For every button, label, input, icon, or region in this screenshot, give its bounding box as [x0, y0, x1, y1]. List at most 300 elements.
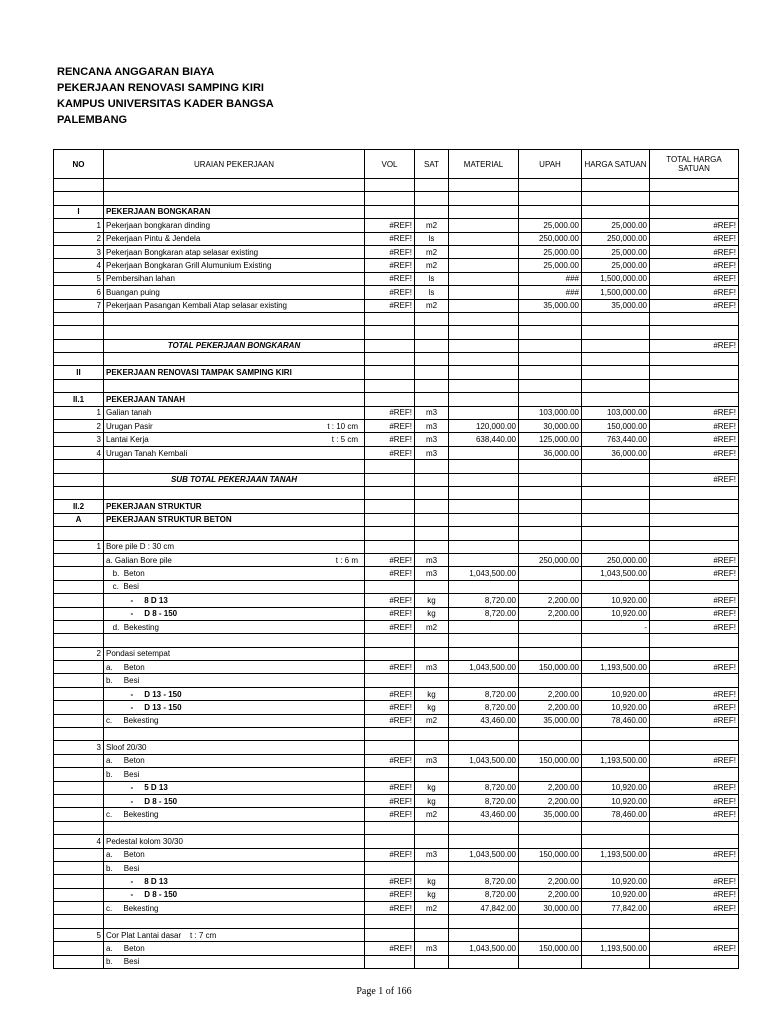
table-cell	[650, 580, 739, 593]
table-cell	[449, 232, 519, 245]
table-cell	[54, 527, 104, 540]
table-cell: 4	[54, 259, 104, 272]
table-cell: m2	[415, 299, 449, 312]
table-cell: kg	[415, 607, 449, 620]
table-header-row	[54, 150, 739, 179]
col-header-upah: UPAH	[519, 150, 582, 179]
table-cell: 8,720.00	[449, 687, 519, 700]
table-cell	[54, 580, 104, 593]
table-cell	[449, 379, 519, 392]
table-cell: 2	[54, 232, 104, 245]
table-cell: kg	[415, 794, 449, 807]
table-cell	[650, 205, 739, 218]
table-cell	[449, 647, 519, 660]
table-row	[54, 299, 739, 312]
table-cell	[365, 647, 415, 660]
table-cell	[449, 339, 519, 352]
table-cell: m3	[415, 754, 449, 767]
table-cell: #REF!	[365, 567, 415, 580]
table-cell: #REF!	[650, 594, 739, 607]
table-cell	[519, 955, 582, 968]
table-cell: II.2	[54, 500, 104, 513]
table-cell	[54, 460, 104, 473]
table-cell	[54, 848, 104, 861]
table-cell	[104, 527, 365, 540]
table-cell	[449, 272, 519, 285]
table-cell: #REF!	[650, 942, 739, 955]
table-cell: 47,842.00	[449, 902, 519, 915]
table-cell	[519, 634, 582, 647]
table-cell: m3	[415, 420, 449, 433]
table-cell	[365, 928, 415, 941]
table-cell	[449, 286, 519, 299]
table-cell	[519, 915, 582, 928]
table-cell	[650, 741, 739, 754]
table-cell	[650, 460, 739, 473]
table-row	[54, 741, 739, 754]
table-cell: #REF!	[365, 406, 415, 419]
table-cell: 25,000.00	[519, 219, 582, 232]
table-cell: #REF!	[365, 875, 415, 888]
table-cell	[582, 339, 650, 352]
table-cell: 10,920.00	[582, 594, 650, 607]
table-cell: #REF!	[650, 420, 739, 433]
table-row	[54, 687, 739, 700]
table-cell: #REF!	[650, 714, 739, 727]
table-cell: 103,000.00	[519, 406, 582, 419]
table-cell: 2	[54, 420, 104, 433]
table-cell: #REF!	[365, 701, 415, 714]
table-cell	[365, 339, 415, 352]
table-cell	[449, 861, 519, 874]
table-cell: m3	[415, 661, 449, 674]
table-row	[54, 473, 739, 486]
table-cell: #REF!	[650, 286, 739, 299]
table-cell: #REF!	[365, 219, 415, 232]
table-cell: ls	[415, 286, 449, 299]
table-cell	[365, 580, 415, 593]
table-cell: 1,043,500.00	[449, 942, 519, 955]
table-cell	[582, 768, 650, 781]
table-cell: Cor Plat Lantai dasar t : 7 cm	[104, 928, 365, 941]
table-cell: #REF!	[650, 754, 739, 767]
table-row	[54, 701, 739, 714]
table-cell	[54, 312, 104, 325]
table-cell	[582, 915, 650, 928]
table-cell: #REF!	[650, 808, 739, 821]
table-cell: #REF!	[365, 808, 415, 821]
table-cell	[650, 379, 739, 392]
table-cell: 2,200.00	[519, 687, 582, 700]
table-cell: 120,000.00	[449, 420, 519, 433]
table-cell: 30,000.00	[519, 902, 582, 915]
table-cell: a. Beton	[104, 848, 365, 861]
table-cell	[104, 553, 365, 566]
table-cell	[650, 955, 739, 968]
table-cell: b. Besi	[104, 674, 365, 687]
table-cell	[519, 768, 582, 781]
table-cell	[449, 259, 519, 272]
page-number: Page 1 of 166	[356, 986, 412, 997]
table-row	[54, 781, 739, 794]
table-cell	[54, 875, 104, 888]
table-cell: #REF!	[650, 406, 739, 419]
table-cell: 2,200.00	[519, 794, 582, 807]
table-cell: #REF!	[365, 754, 415, 767]
table-cell	[54, 888, 104, 901]
table-cell	[415, 540, 449, 553]
table-row	[54, 607, 739, 620]
table-cell	[519, 353, 582, 366]
table-cell	[365, 179, 415, 192]
table-row	[54, 219, 739, 232]
table-row	[54, 821, 739, 834]
table-cell	[650, 192, 739, 205]
table-cell	[365, 312, 415, 325]
table-cell	[365, 634, 415, 647]
table-row	[54, 353, 739, 366]
table-cell: 8,720.00	[449, 875, 519, 888]
table-cell	[519, 527, 582, 540]
table-cell: #REF!	[365, 661, 415, 674]
table-cell	[415, 500, 449, 513]
table-cell: I	[54, 205, 104, 218]
table-cell: #REF!	[650, 781, 739, 794]
table-cell	[650, 728, 739, 741]
table-row	[54, 500, 739, 513]
table-cell	[415, 955, 449, 968]
table-cell	[54, 768, 104, 781]
table-row	[54, 339, 739, 352]
table-cell	[519, 473, 582, 486]
table-cell	[519, 205, 582, 218]
table-cell: - 5 D 13	[104, 781, 365, 794]
table-cell	[449, 674, 519, 687]
table-cell: 3	[54, 245, 104, 258]
table-cell: m3	[415, 433, 449, 446]
table-cell	[365, 486, 415, 499]
table-cell	[449, 446, 519, 459]
table-cell: PEKERJAAN RENOVASI TAMPAK SAMPING KIRI	[104, 366, 365, 379]
table-cell	[582, 473, 650, 486]
table-cell	[54, 620, 104, 633]
table-cell: #REF!	[650, 902, 739, 915]
table-cell	[650, 312, 739, 325]
document-header	[57, 64, 274, 128]
table-cell: 8,720.00	[449, 888, 519, 901]
table-cell	[582, 393, 650, 406]
table-cell: a. Beton	[104, 754, 365, 767]
table-cell	[519, 339, 582, 352]
table-cell	[104, 821, 365, 834]
table-cell: 25,000.00	[582, 219, 650, 232]
table-cell: 10,920.00	[582, 607, 650, 620]
header-line-2: PEKERJAAN RENOVASI SAMPING KIRI	[57, 82, 264, 94]
table-cell	[415, 527, 449, 540]
table-cell: m2	[415, 245, 449, 258]
table-cell	[582, 861, 650, 874]
col-header-sat: SAT	[415, 150, 449, 179]
header-line-1: RENCANA ANGGARAN BIAYA	[57, 66, 215, 78]
table-cell: #REF!	[365, 259, 415, 272]
table-cell	[54, 567, 104, 580]
table-cell	[365, 379, 415, 392]
table-cell	[54, 915, 104, 928]
table-row	[54, 875, 739, 888]
table-cell: #REF!	[650, 219, 739, 232]
table-row	[54, 888, 739, 901]
table-cell: 35,000.00	[519, 808, 582, 821]
table-cell	[449, 915, 519, 928]
table-cell	[449, 580, 519, 593]
table-cell: Bore pile D : 30 cm	[104, 540, 365, 553]
table-cell	[650, 835, 739, 848]
table-cell	[104, 486, 365, 499]
table-cell: 250,000.00	[519, 553, 582, 566]
table-cell: #REF!	[365, 232, 415, 245]
table-cell: 1	[54, 540, 104, 553]
table-cell: 1,043,500.00	[449, 661, 519, 674]
table-cell: 25,000.00	[519, 259, 582, 272]
table-cell	[519, 567, 582, 580]
table-row	[54, 513, 739, 526]
table-cell	[104, 634, 365, 647]
table-cell: #REF!	[365, 888, 415, 901]
table-cell	[54, 714, 104, 727]
table-row	[54, 527, 739, 540]
table-cell	[650, 647, 739, 660]
table-cell	[54, 379, 104, 392]
table-cell: PEKERJAAN STRUKTUR BETON	[104, 513, 365, 526]
table-cell: #REF!	[650, 687, 739, 700]
table-cell: - 8 D 13	[104, 875, 365, 888]
table-cell: II.1	[54, 393, 104, 406]
table-cell	[449, 500, 519, 513]
table-cell: Pondasi setempat	[104, 647, 365, 660]
table-row	[54, 567, 739, 580]
table-cell: Buangan puing	[104, 286, 365, 299]
table-cell: SUB TOTAL PEKERJAAN TANAH	[104, 473, 365, 486]
table-cell	[582, 741, 650, 754]
table-row	[54, 286, 739, 299]
table-cell	[365, 527, 415, 540]
table-cell	[519, 928, 582, 941]
table-cell	[650, 500, 739, 513]
table-cell	[449, 835, 519, 848]
table-cell: m2	[415, 808, 449, 821]
table-cell: - D 8 - 150	[104, 888, 365, 901]
table-cell: 2,200.00	[519, 875, 582, 888]
table-row	[54, 192, 739, 205]
table-cell: #REF!	[365, 687, 415, 700]
table-cell	[519, 366, 582, 379]
table-cell: 1	[54, 219, 104, 232]
table-cell	[54, 553, 104, 566]
table-cell	[449, 527, 519, 540]
table-cell: m3	[415, 446, 449, 459]
table-cell: -	[582, 620, 650, 633]
table-cell	[449, 299, 519, 312]
table-cell	[415, 768, 449, 781]
table-cell: 150,000.00	[519, 848, 582, 861]
table-cell	[449, 486, 519, 499]
table-cell: m3	[415, 553, 449, 566]
table-row	[54, 861, 739, 874]
table-cell: 3	[54, 741, 104, 754]
table-cell	[650, 527, 739, 540]
table-row	[54, 540, 739, 553]
table-cell	[449, 326, 519, 339]
table-cell: 250,000.00	[582, 553, 650, 566]
table-cell: #REF!	[365, 420, 415, 433]
table-row	[54, 312, 739, 325]
table-cell	[519, 741, 582, 754]
table-cell	[365, 915, 415, 928]
table-cell: #REF!	[650, 794, 739, 807]
table-cell	[365, 353, 415, 366]
table-cell	[519, 647, 582, 660]
description-note: t : 6 m	[335, 555, 358, 565]
table-cell: 1,043,500.00	[449, 848, 519, 861]
table-cell: 30,000.00	[519, 420, 582, 433]
table-cell	[104, 312, 365, 325]
table-cell: 150,000.00	[519, 661, 582, 674]
table-cell	[54, 473, 104, 486]
table-cell: m2	[415, 902, 449, 915]
table-row	[54, 661, 739, 674]
table-cell: - D 13 - 150	[104, 687, 365, 700]
table-cell	[449, 179, 519, 192]
table-cell	[449, 728, 519, 741]
table-cell: c. Besi	[104, 580, 365, 593]
table-cell	[449, 473, 519, 486]
table-cell: 35,000.00	[519, 299, 582, 312]
table-cell: 250,000.00	[519, 232, 582, 245]
table-row	[54, 928, 739, 941]
table-cell	[519, 393, 582, 406]
table-cell: d. Bekesting	[104, 620, 365, 633]
table-cell: 36,000.00	[582, 446, 650, 459]
table-row	[54, 460, 739, 473]
table-cell	[54, 861, 104, 874]
table-cell	[650, 366, 739, 379]
table-cell: ###	[519, 286, 582, 299]
table-cell: 5	[54, 928, 104, 941]
table-cell	[365, 513, 415, 526]
table-row	[54, 728, 739, 741]
table-cell: 2,200.00	[519, 701, 582, 714]
table-cell	[415, 179, 449, 192]
table-cell	[54, 192, 104, 205]
table-cell	[365, 205, 415, 218]
table-cell	[449, 821, 519, 834]
col-header-no: NO	[54, 150, 104, 179]
table-cell	[650, 768, 739, 781]
description-with-note	[106, 434, 362, 445]
table-row	[54, 272, 739, 285]
table-cell	[582, 634, 650, 647]
table-cell: 2,200.00	[519, 594, 582, 607]
table-cell	[54, 794, 104, 807]
table-cell	[415, 473, 449, 486]
table-cell: 1,500,000.00	[582, 272, 650, 285]
table-cell	[365, 821, 415, 834]
table-cell	[54, 339, 104, 352]
table-cell	[365, 460, 415, 473]
table-cell: m2	[415, 714, 449, 727]
table-row	[54, 647, 739, 660]
table-cell	[582, 179, 650, 192]
table-cell: 1,043,500.00	[582, 567, 650, 580]
table-cell: 10,920.00	[582, 687, 650, 700]
table-cell: #REF!	[650, 446, 739, 459]
table-cell: 1,193,500.00	[582, 661, 650, 674]
table-cell: TOTAL PEKERJAAN BONGKARAN	[104, 339, 365, 352]
table-cell	[519, 821, 582, 834]
table-cell: #REF!	[365, 902, 415, 915]
table-cell	[650, 513, 739, 526]
table-row	[54, 259, 739, 272]
table-cell	[650, 634, 739, 647]
table-cell	[415, 928, 449, 941]
table-cell	[54, 902, 104, 915]
table-cell	[104, 460, 365, 473]
table-row	[54, 366, 739, 379]
table-cell: 1,500,000.00	[582, 286, 650, 299]
table-cell	[582, 353, 650, 366]
table-row	[54, 768, 739, 781]
table-cell: #REF!	[650, 245, 739, 258]
table-cell: #REF!	[650, 272, 739, 285]
table-cell: 10,920.00	[582, 875, 650, 888]
table-cell	[449, 620, 519, 633]
table-cell	[415, 353, 449, 366]
table-cell	[415, 339, 449, 352]
table-cell	[104, 192, 365, 205]
table-cell: Pedestal kolom 30/30	[104, 835, 365, 848]
table-cell: #REF!	[650, 433, 739, 446]
table-cell: 10,920.00	[582, 794, 650, 807]
table-cell: 7	[54, 299, 104, 312]
table-cell	[449, 245, 519, 258]
table-cell	[519, 486, 582, 499]
table-cell	[519, 460, 582, 473]
table-cell: 10,920.00	[582, 888, 650, 901]
table-cell: Pekerjaan Bongkaran Grill Alumunium Existing	[104, 259, 365, 272]
table-cell	[365, 540, 415, 553]
table-cell: 3	[54, 433, 104, 446]
table-cell	[650, 915, 739, 928]
table-cell	[449, 928, 519, 941]
table-cell: #REF!	[650, 259, 739, 272]
table-cell: Pekerjaan Bongkaran atap selasar existing	[104, 245, 365, 258]
table-cell	[104, 179, 365, 192]
table-cell: b. Besi	[104, 955, 365, 968]
table-cell: PEKERJAAN TANAH	[104, 393, 365, 406]
table-cell: c. Bekesting	[104, 808, 365, 821]
table-cell	[365, 728, 415, 741]
table-cell	[449, 205, 519, 218]
table-row	[54, 848, 739, 861]
table-cell	[519, 326, 582, 339]
table-row	[54, 446, 739, 459]
description-text: a. Galian Bore pile	[106, 555, 172, 565]
table-cell: ###	[519, 272, 582, 285]
table-row	[54, 553, 739, 566]
table-cell: #REF!	[650, 553, 739, 566]
table-cell: 2,200.00	[519, 888, 582, 901]
table-cell	[365, 741, 415, 754]
